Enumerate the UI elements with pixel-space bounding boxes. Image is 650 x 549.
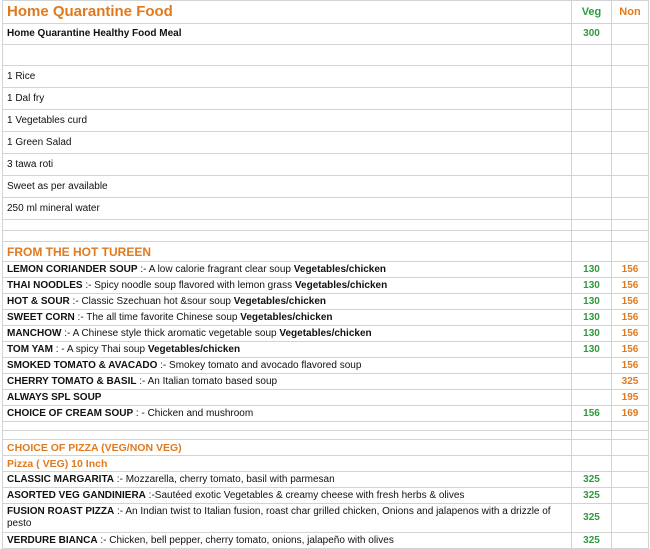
meal-item-row [3,110,649,132]
item-name: CHERRY TOMATO & BASIL [7,375,137,387]
item-description: The all time favorite Chinese soup [86,311,241,323]
menu-item-row [3,504,649,533]
meal-item: Sweet as per available [3,176,572,198]
non-veg-price: 195 [612,390,649,406]
meal-item: 250 ml mineral water [3,198,572,220]
non-veg-price: 169 [612,406,649,422]
menu-item-row [3,278,649,294]
meal-item: 3 tawa roti [3,154,572,176]
item-separator: : - [133,407,148,419]
quarantine-title: Home Quarantine Food [3,1,572,24]
item-description: An Italian tomato based soup [147,375,278,387]
meal-item-row [3,66,649,88]
item-name: MANCHOW [7,327,62,339]
veg-price: 325 [572,533,612,549]
item-description: An Indian twist to Italian fusion, roast char grilled chicken, Onions and jalapenos with a drizzle of pesto [7,506,551,529]
item-name: CHOICE OF CREAM SOUP [7,407,134,419]
menu-item-row [3,533,649,549]
section-subheader-row [3,456,649,472]
item-name: SMOKED TOMATO & AVACADO [7,359,158,371]
item-separator: :- [114,473,126,485]
non-veg-column-header: Non [612,1,649,24]
menu-header-row [3,1,649,24]
veg-price: 130 [572,262,612,278]
veg-price [572,390,612,406]
meal-item: 1 Green Salad [3,132,572,154]
item-description: Classic Szechuan hot &sour soup [81,295,234,307]
veg-price: 325 [572,504,612,533]
non-veg-price: 156 [612,262,649,278]
veg-price: 130 [572,294,612,310]
veg-price: 300 [572,24,612,45]
item-description: A low calorie fragrant clear soup [148,263,294,275]
menu-item-row [3,294,649,310]
veg-price: 130 [572,326,612,342]
non-veg-price: 156 [612,358,649,374]
item-name: SWEET CORN [7,311,75,323]
menu-row [3,24,649,45]
menu-item-row [3,374,649,390]
item-separator: :- [137,263,149,275]
meal-item-row [3,198,649,220]
item-name: HOT & SOUR [7,295,70,307]
item-description: Sautéed exotic Vegetables & creamy cheese with fresh herbs & olives [154,489,465,501]
section-header-row [3,242,649,262]
meal-item-row [3,132,649,154]
item-description: Mozzarella, cherry tomato, basil with parmesan [125,473,335,485]
veg-column-header: Veg [572,1,612,24]
menu-item-row [3,310,649,326]
menu-item-row [3,262,649,278]
meal-item-row [3,154,649,176]
item-separator: :- [136,375,148,387]
veg-price: 156 [572,406,612,422]
non-veg-price: 325 [612,374,649,390]
menu-table [2,0,649,549]
section-header-row [3,440,649,456]
item-tag: Vegetables/chicken [294,279,388,291]
menu-item-row [3,358,649,374]
meal-item: 1 Dal fry [3,88,572,110]
menu-item-row [3,406,649,422]
item-separator: : - [52,343,67,355]
item-separator: :- [157,359,170,371]
item-name: LEMON CORIANDER SOUP [7,263,138,275]
non-veg-price: 156 [612,310,649,326]
item-name: CLASSIC MARGARITA [7,473,115,485]
item-description: A Chinese style thick aromatic vegetable soup [72,327,280,339]
menu-item-row [3,488,649,504]
item-name: FUSION ROAST PIZZA [7,506,115,517]
item-tag: Vegetables/chicken [240,311,333,323]
item-description: Chicken, bell pepper, cherry tomato, onions, jalapeño with olives [109,534,394,546]
tureen-section-title: FROM THE HOT TUREEN [3,242,572,262]
menu-item-row [3,326,649,342]
item-separator: :- [145,489,155,501]
item-separator: :- [114,506,126,517]
item-name: TOM YAM [7,343,53,355]
item-name: THAI NOODLES [7,279,83,291]
meal-item: 1 Vegetables curd [3,110,572,132]
pizza-section-title: CHOICE OF PIZZA (VEG/NON VEG) [3,440,572,456]
veg-price: 130 [572,310,612,326]
menu-item-row [3,342,649,358]
item-description: A spicy Thai soup [66,343,148,355]
item-separator: :- [82,279,95,291]
veg-price: 325 [572,472,612,488]
item-tag: Vegetables/chicken [233,295,327,307]
item-description: Chicken and mushroom [147,407,254,419]
non-veg-price: 156 [612,278,649,294]
item-name: ASORTED VEG GANDINIERA [7,489,146,501]
item-description: Smokey tomato and avocado flavored soup [169,359,362,371]
meal-item-row [3,176,649,198]
veg-price: 325 [572,488,612,504]
veg-price [572,374,612,390]
pizza-subtitle: Pizza ( VEG) 10 Inch [3,456,572,472]
item-name: VERDURE BIANCA [7,534,98,546]
veg-price: 130 [572,278,612,294]
menu-item-row [3,390,649,406]
item-tag: Vegetables/chicken [293,263,387,275]
veg-price [572,358,612,374]
item-tag: Vegetables/chicken [279,327,372,339]
item-separator: :- [97,534,110,546]
item-name: ALWAYS SPL SOUP [7,391,102,403]
item-separator: :- [61,327,73,339]
non-veg-price: 156 [612,342,649,358]
meal-name: Home Quarantine Healthy Food Meal [7,28,182,39]
meal-item: 1 Rice [3,66,572,88]
non-veg-price: 156 [612,294,649,310]
veg-price: 130 [572,342,612,358]
menu-item-row [3,472,649,488]
item-separator: :- [69,295,82,307]
item-tag: Vegetables/chicken [147,343,241,355]
item-separator: :- [74,311,87,323]
non-veg-price: 156 [612,326,649,342]
item-description: Spicy noodle soup flavored with lemon grass [94,279,295,291]
meal-item-row [3,88,649,110]
